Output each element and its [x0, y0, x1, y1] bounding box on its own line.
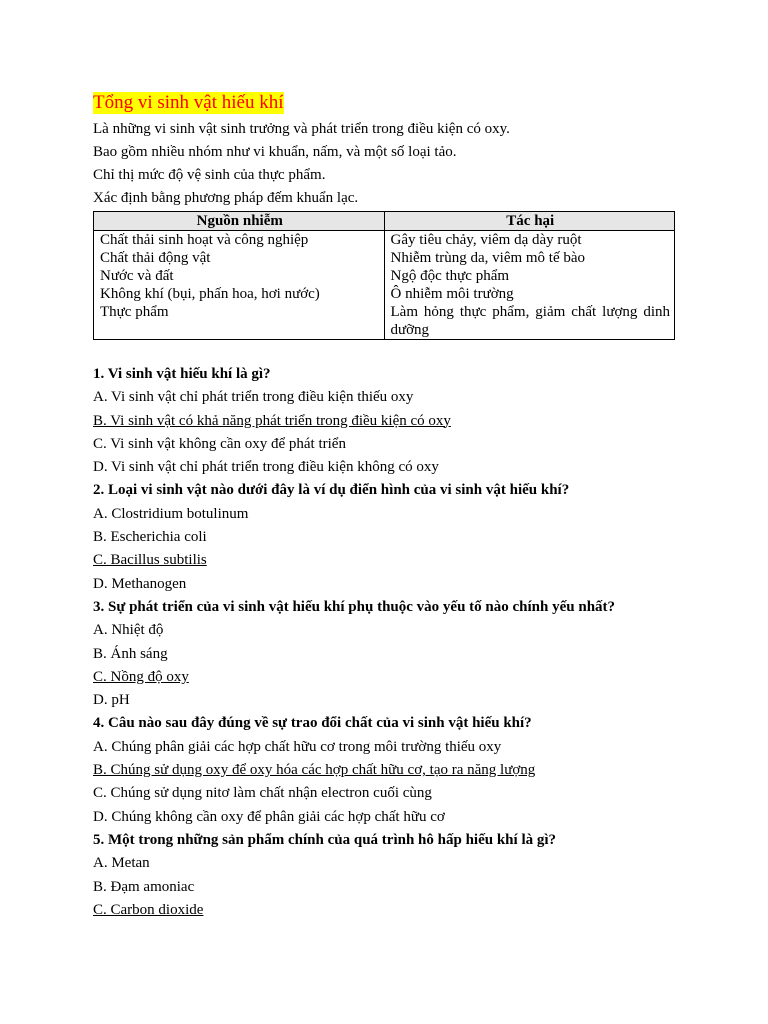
header-source: Nguồn nhiễm: [94, 212, 385, 231]
harm-item: Làm hỏng thực phẩm, giảm chất lượng dinh dưỡng: [390, 304, 670, 338]
answer-option: B. Đạm amoniac: [93, 878, 195, 895]
source-item: Chất thải động vật: [100, 250, 211, 266]
answer-option: A. Chúng phân giải các hợp chất hữu cơ trong môi trường thiếu oxy: [93, 738, 502, 755]
source-item: Không khí (bụi, phấn hoa, hơi nước): [100, 286, 320, 302]
answer-option: A. Clostridium botulinum: [93, 505, 249, 522]
source-item: Thực phẩm: [100, 304, 169, 320]
correct-answer-option: C. Carbon dioxide: [93, 901, 204, 918]
harm-item: Nhiễm trùng da, viêm mô tế bào: [390, 250, 586, 266]
contamination-table: [93, 211, 675, 340]
correct-answer-option: B. Chúng sử dụng oxy để oxy hóa các hợp chất hữu cơ, tạo ra năng lượng: [93, 762, 536, 779]
table-row: [94, 231, 675, 340]
harm-item: Gây tiêu chảy, viêm dạ dày ruột: [390, 232, 582, 248]
question-text: 4. Câu nào sau đây đúng về sự trao đổi chất của vi sinh vật hiếu khí?: [93, 715, 532, 732]
harm-item: Ô nhiễm môi trường: [390, 286, 514, 302]
correct-answer-option: C. Bacillus subtilis: [93, 552, 207, 569]
answer-option: D. pH: [93, 692, 130, 709]
harm-item: Ngộ độc thực phẩm: [390, 268, 510, 284]
answer-option: B. Escherichia coli: [93, 529, 207, 546]
intro-line: Bao gồm nhiều nhóm như vi khuẩn, nấm, và một số loại tảo.: [93, 144, 457, 160]
answer-option: A. Nhiệt độ: [93, 622, 164, 639]
sources-cell: [94, 231, 385, 340]
answer-option: D. Vi sinh vật chỉ phát triển trong điều kiện không có oxy: [93, 459, 439, 476]
intro-line: Chỉ thị mức độ vệ sinh của thực phẩm.: [93, 167, 326, 183]
correct-answer-option: C. Nồng độ oxy: [93, 668, 189, 685]
question-text: 5. Một trong những sản phẩm chính của quá trình hô hấp hiếu khí là gì?: [93, 831, 557, 848]
source-item: Chất thải sinh hoạt và công nghiệp: [100, 232, 309, 248]
answer-option: B. Ánh sáng: [93, 645, 168, 662]
question-text: 1. Vi sinh vật hiếu khí là gì?: [93, 366, 271, 382]
answer-option: C. Chúng sử dụng nitơ làm chất nhận electron cuối cùng: [93, 785, 432, 802]
header-harm: Tác hại: [384, 212, 675, 231]
answer-option: A. Vi sinh vật chỉ phát triển trong điều kiện thiếu oxy: [93, 389, 414, 406]
correct-answer-option: B. Vi sinh vật có khả năng phát triển trong điều kiện có oxy: [93, 412, 451, 429]
harms-cell: [384, 231, 675, 340]
intro-line: Là những vi sinh vật sinh trưởng và phát triển trong điều kiện có oxy.: [93, 121, 510, 137]
document-title: Tổng vi sinh vật hiếu khí: [93, 92, 284, 113]
quiz-section: [93, 363, 675, 922]
intro-line: Xác định bằng phương pháp đếm khuẩn lạc.: [93, 190, 359, 206]
table-header-row: [94, 212, 675, 231]
question-text: 2. Loại vi sinh vật nào dưới đây là ví dụ điển hình của vi sinh vật hiếu khí?: [93, 482, 570, 499]
answer-option: C. Vi sinh vật không cần oxy để phát triển: [93, 435, 346, 452]
source-item: Nước và đất: [100, 268, 174, 284]
answer-option: D. Methanogen: [93, 575, 187, 592]
question-text: 3. Sự phát triển của vi sinh vật hiếu khí phụ thuộc vào yếu tố nào chính yếu nhất?: [93, 598, 616, 615]
intro-section: [93, 118, 675, 210]
document-page: [93, 92, 675, 922]
answer-option: D. Chúng không cần oxy để phân giải các hợp chất hữu cơ: [93, 808, 445, 825]
answer-option: A. Metan: [93, 855, 150, 872]
